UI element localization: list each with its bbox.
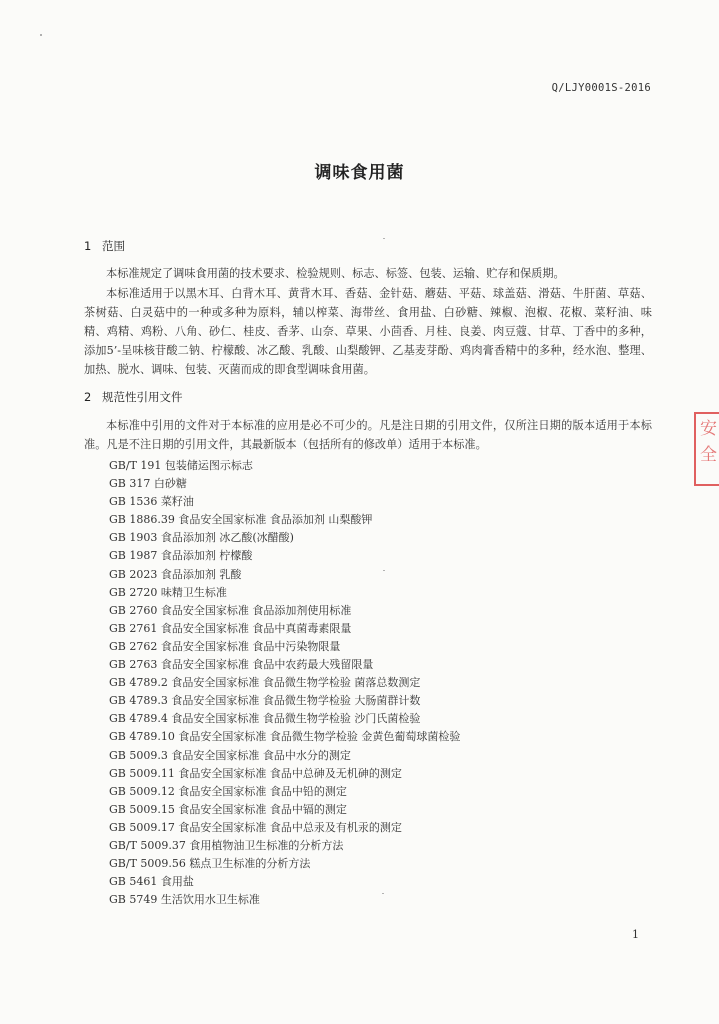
section-number: 2 xyxy=(84,390,92,404)
section-heading-normative-references xyxy=(84,389,183,405)
scan-speck xyxy=(40,34,42,36)
references-intro-paragraph: 本标准中引用的文件对于本标准的应用是必不可少的。凡是注日期的引用文件，仅所注日期的版本适用于本标准。凡是不注日期的引用文件，其最新版本（包括所有的修改单）适用于本标准。 xyxy=(84,419,652,451)
reference-item: GB 4789.10 食品安全国家标准 食品微生物学检验 金黄色葡萄球菌检验 xyxy=(109,730,461,744)
reference-item: GB 4789.3 食品安全国家标准 食品微生物学检验 大肠菌群计数 xyxy=(109,694,421,708)
reference-item: GB/T 5009.56 糕点卫生标准的分析方法 xyxy=(109,857,311,871)
page-number: 1 xyxy=(632,928,639,941)
section-title: 规范性引用文件 xyxy=(102,390,183,404)
reference-item: GB 2763 食品安全国家标准 食品中农药最大残留限量 xyxy=(109,658,374,672)
section-title: 范围 xyxy=(102,239,125,253)
reference-list xyxy=(109,457,460,909)
document-code: Q/LJY0001S-2016 xyxy=(551,82,651,94)
reference-item: GB 5009.11 食品安全国家标准 食品中总砷及无机砷的测定 xyxy=(109,766,402,780)
reference-item: GB 5009.15 食品安全国家标准 食品中镉的测定 xyxy=(109,802,347,816)
reference-item: GB 4789.2 食品安全国家标准 食品微生物学检验 菌落总数测定 xyxy=(109,676,421,690)
reference-item: GB 1987 食品添加剂 柠檬酸 xyxy=(109,549,253,563)
reference-item: GB 5009.17 食品安全国家标准 食品中总汞及有机汞的测定 xyxy=(109,820,402,834)
reference-item: GB 2023 食品添加剂 乳酸 xyxy=(109,567,242,581)
reference-item: GB 317 白砂糖 xyxy=(109,477,187,491)
scope-paragraph-1: 本标准规定了调味食用菌的技术要求、检验规则、标志、标签、包装、运输、贮存和保质期。 xyxy=(106,267,565,280)
reference-item: GB 2762 食品安全国家标准 食品中污染物限量 xyxy=(109,639,341,653)
reference-item: GB 5009.3 食品安全国家标准 食品中水分的测定 xyxy=(109,748,351,762)
reference-item: GB 4789.4 食品安全国家标准 食品微生物学检验 沙门氏菌检验 xyxy=(109,712,421,726)
reference-item: GB 1903 食品添加剂 冰乙酸(冰醋酸) xyxy=(109,531,294,545)
reference-item: GB 2720 味精卫生标准 xyxy=(109,585,227,599)
scope-paragraph-2: 本标准适用于以黑木耳、白背木耳、黄背木耳、香菇、金针菇、蘑菇、平菇、球盖菇、滑菇、牛肝菌、草菇、茶树菇、白灵菇中的一种或多种为原料，辅以榨菜、海带丝、食用盐、白砂糖、辣椒、泡椒、花椒、菜籽油、味精、鸡精、鸡粉、八角、砂仁、桂皮、香茅、山奈、草果、小茴香、月桂、良姜、肉豆蔻、甘草、丁香中的多种，添加5’-呈味核苷酸二钠、柠檬酸、冰乙酸、乳酸、山梨酸钾、乙基麦芽酚、鸡肉膏香精中的多种，经水泡、整理、加热、脱水、调味、包装、灭菌而成的即食型调味食用菌。 xyxy=(84,287,652,376)
reference-item: GB 5749 生活饮用水卫生标准 xyxy=(109,893,260,907)
section-number: 1 xyxy=(84,239,92,253)
reference-item: GB 5461 食用盐 xyxy=(109,875,194,889)
reference-item: GB 2760 食品安全国家标准 食品添加剂使用标准 xyxy=(109,603,352,617)
scan-speck xyxy=(383,238,385,239)
document-title: 调味食用菌 xyxy=(314,163,405,183)
reference-item: GB/T 5009.37 食用植物油卫生标准的分析方法 xyxy=(109,838,344,852)
reference-item: GB 1536 菜籽油 xyxy=(109,495,194,509)
reference-item: GB 2761 食品安全国家标准 食品中真菌毒素限量 xyxy=(109,621,352,635)
reference-item: GB/T 191 包装储运图示标志 xyxy=(109,459,253,472)
reference-item: GB 5009.12 食品安全国家标准 食品中铅的测定 xyxy=(109,784,347,798)
stamp-text: 安全 xyxy=(700,419,717,465)
reference-item: GB 1886.39 食品安全国家标准 食品添加剂 山梨酸钾 xyxy=(109,513,373,527)
section-heading-scope xyxy=(84,238,125,254)
